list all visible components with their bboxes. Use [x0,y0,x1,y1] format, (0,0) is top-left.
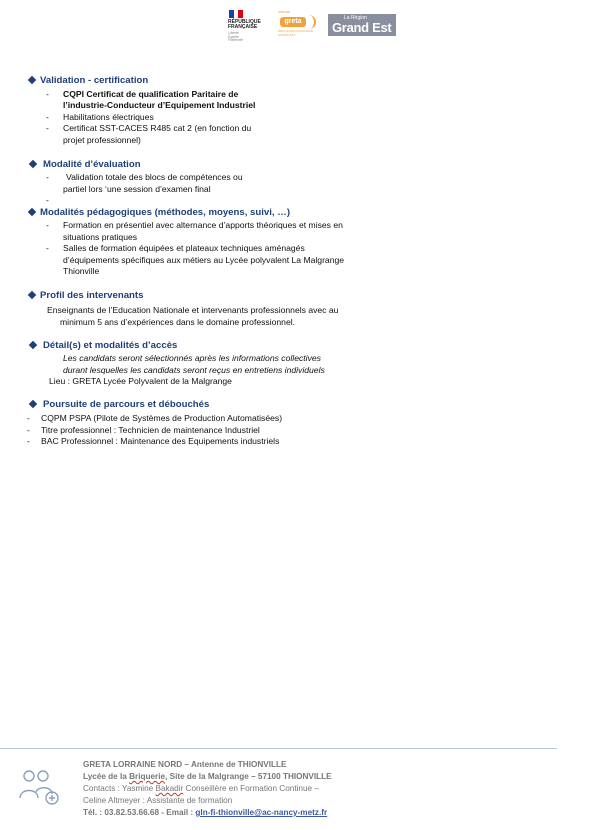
list-item: Thionville [63,266,100,276]
section-bullet-icon [29,400,37,408]
section-bullet-icon [28,208,36,216]
section-title-parcours: Poursuite de parcours et débouchés [43,399,210,410]
ge-small: La Région [344,15,367,21]
footer-tel-email [83,808,327,818]
rf-motto: Liberté Égalité Fraternité [228,31,243,42]
list-item: Titre professionnel : Technicien de maintenance Industriel [41,425,260,435]
dash: - [27,413,30,423]
section-bullet-icon [28,76,36,84]
paragraph-line: durant lesquelles les candidats seront reçus en entretiens individuels [63,365,325,375]
list-item: CQPI Certificat de qualification Paritaire de [63,89,239,99]
email-link[interactable]: gln-fi-thionville@ac-nancy-metz.fr [195,808,328,817]
list-item: partiel lors ‘une session d’examen final [63,184,211,194]
footer-contacts-part: Bakadir [155,784,184,793]
greta-sub: ÉDUCATION NATIONALE GRAND EST [278,29,314,37]
section-bullet-icon [29,341,37,349]
list-item: d’équipements spécifiques aux métiers au Lycée polyvalent La Malgrange [63,255,345,265]
list-item: Formation en présentiel avec alternance d’apports théoriques et mises en [63,220,343,230]
dash: - [27,436,30,446]
footer-divider [0,748,557,749]
list-item: CQPM PSPA (Pilote de Systèmes de Production Automatisées) [41,413,283,423]
greta-label: greta [280,17,306,27]
list-item: Validation totale des blocs de compétences ou [66,172,243,182]
footer-contacts-part: Contacts : Yasmine [83,784,156,793]
dash: - [46,89,49,99]
footer-address-part: Lycée de la [83,772,130,781]
list-item: Salles de formation équipées et plateaux techniques aménagés [63,243,305,253]
footer-tel: Tél. : 03.82.53.66.68 - Email : [83,808,196,817]
greta-top: réseau [278,9,291,14]
section-title-validation: Validation - certification [40,75,149,86]
footer-address-part: Briquerie [129,772,166,781]
dash: - [46,172,49,182]
list-item: situations pratiques [63,232,138,242]
footer-address-part: , Site de la Malgrange – 57100 THIONVILLE [165,772,332,781]
list-item: Habilitations électriques [63,112,154,122]
people-icon [18,768,62,806]
footer-contacts [83,784,319,794]
paragraph-line: Lieu : GRETA Lycée Polyvalent de la Malgrange [49,376,232,386]
dash: - [46,123,49,133]
section-title-intervenants: Profil des intervenants [40,290,144,301]
dash: - [27,425,30,435]
footer-contacts-part: Conseillère en Formation Continue – [183,784,319,793]
section-title-acces: Détail(s) et modalités d’accès [43,340,178,351]
paragraph-line: Les candidats seront sélectionnés après les informations collectives [63,353,321,363]
dash: - [46,195,49,205]
ge-big: Grand Est [332,20,392,35]
french-flag-icon [229,10,243,18]
dash: - [46,243,49,253]
rf-text: RÉPUBLIQUE FRANÇAISE [228,19,261,30]
footer-address [83,772,332,782]
greta-waves-icon [306,15,316,29]
dash: - [46,220,49,230]
list-item: Certificat SST-CACES R485 cat 2 (en fonction du [63,123,252,133]
region-grand-est-logo [328,14,396,36]
list-item: BAC Professionnel : Maintenance des Equipements industriels [41,436,280,446]
paragraph-line: Enseignants de l’Education Nationale et intervenants professionnels avec au [47,305,339,315]
footer-assistant: Celine Altmeyer : Assistante de formation [83,796,233,805]
section-bullet-icon [29,160,37,168]
section-title-evaluation: Modalité d’évaluation [43,159,141,170]
paragraph-line: minimum 5 ans d’expériences dans le domaine professionnel. [60,317,296,327]
list-item: l’industrie-Conducteur d’Equipement Industriel [63,100,256,110]
header-logos [226,8,396,42]
dash: - [46,112,49,122]
footer-org: GRETA LORRAINE NORD – Antenne de THIONVILLE [83,760,287,769]
greta-logo [276,8,318,42]
list-item: projet professionnel) [63,135,141,145]
section-bullet-icon [28,291,36,299]
republique-francaise-logo [226,8,266,42]
section-title-pedagogie: Modalités pédagogiques (méthodes, moyens, suivi, …) [40,207,291,218]
